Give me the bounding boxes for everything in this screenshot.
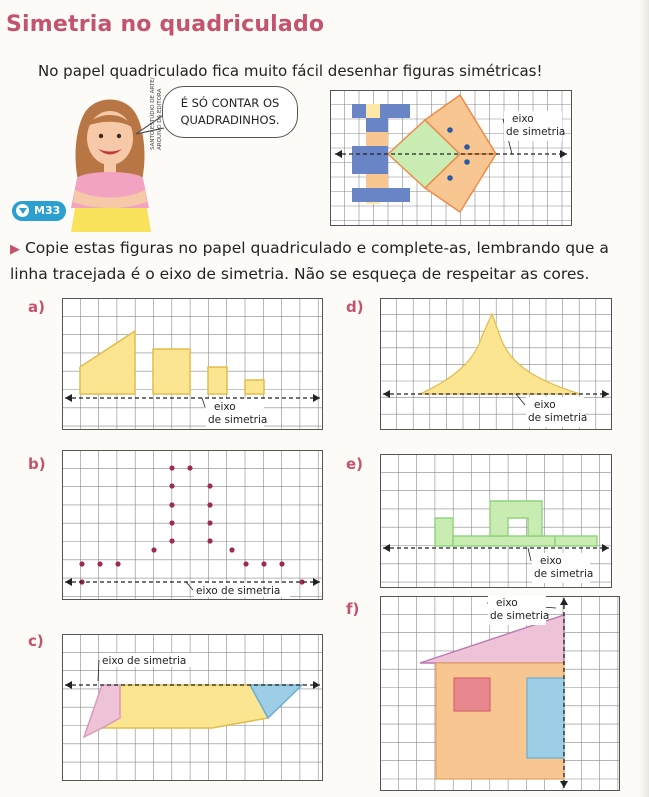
example-blue-top: [352, 104, 410, 118]
speech-bubble-text: É SÓ CONTAR OS QUADRADINHOS.: [180, 96, 280, 127]
intro-text: No papel quadriculado fica muito fácil desenhar figuras simétricas!: [38, 62, 543, 80]
exercise-b-label: b): [28, 455, 46, 473]
axis-label-a-word: eixo: [214, 401, 236, 413]
axis-label-f-rest: de simetria: [490, 610, 550, 622]
grid-exercise-e: [380, 454, 612, 588]
exercise-e-label: e): [346, 455, 364, 473]
example-orange-2: [366, 174, 388, 188]
axis-label-c: eixo de simetria: [102, 655, 187, 667]
grid-exercise-d: [380, 298, 612, 430]
example-grid: [330, 90, 572, 226]
example-blue-bottom: [352, 188, 410, 202]
dot-b: [169, 483, 174, 488]
grid-exercise-b: [62, 450, 323, 600]
dot-b: [279, 561, 284, 566]
m33-badge: [12, 201, 66, 221]
axis-label-d-word: eixo: [534, 399, 556, 411]
example-dot: [447, 175, 453, 181]
axis-label-e-rest: de simetria: [534, 568, 594, 580]
exercise-d-label: d): [346, 298, 364, 316]
dot-b: [169, 465, 174, 470]
dot-b: [207, 483, 212, 488]
example-axis-label-rest: de simetria: [506, 126, 566, 138]
axis-label-d-rest: de simetria: [528, 412, 588, 424]
instruction-text: [10, 236, 625, 286]
page-title: Simetria no quadriculado: [6, 12, 325, 37]
axis-label-f-word: eixo: [496, 597, 518, 609]
dot-b: [151, 547, 156, 552]
dot-b: [169, 502, 174, 507]
bullet-triangle-icon: ▶: [10, 242, 20, 257]
axis-label-b: eixo de simetria: [196, 585, 281, 597]
dot-b: [207, 538, 212, 543]
exercise-a-label: a): [28, 298, 45, 316]
dot-b: [79, 561, 84, 566]
shape-a-rect-3: [245, 380, 264, 394]
dot-b: [243, 561, 248, 566]
shape-a-rect-1: [153, 349, 190, 394]
grid-exercise-c: [62, 634, 323, 781]
shape-e-base: [453, 536, 555, 546]
speech-bubble: [162, 86, 298, 138]
dot-b: [207, 502, 212, 507]
axis-label-e-word: eixo: [540, 555, 562, 567]
example-orange-1: [366, 132, 388, 146]
example-dot: [464, 144, 470, 150]
example-blue-1: [366, 118, 388, 132]
grid-exercise-a: [62, 298, 323, 430]
shape-f-window: [454, 678, 490, 711]
example-blue-3: [352, 160, 388, 174]
badge-label: M33: [34, 204, 61, 217]
exercise-f-label: f): [346, 600, 360, 618]
dot-b: [97, 561, 102, 566]
shape-a-rect-2: [208, 367, 227, 394]
example-blue-2: [352, 146, 388, 160]
dot-b: [261, 561, 266, 566]
dot-b: [115, 561, 120, 566]
grid-lines: [62, 450, 323, 600]
dot-b: [169, 538, 174, 543]
chevron-down-icon: [16, 204, 29, 217]
page-edge-shadow: [639, 0, 649, 797]
dot-b: [229, 547, 234, 552]
grid-border: [63, 451, 323, 600]
dot-b: [207, 520, 212, 525]
shape-e-block-1: [435, 518, 453, 546]
illustration-credit: SANTO ESTÚDIO DE ARTE/ ARQUIVO DA EDITORA: [150, 77, 163, 150]
example-axis-label-word: eixo: [512, 113, 534, 125]
example-dot: [447, 127, 453, 133]
grid-exercise-f: [380, 596, 620, 791]
exercise-c-label: c): [28, 632, 44, 650]
dot-b: [169, 520, 174, 525]
example-dot: [464, 159, 470, 165]
dot-b: [187, 465, 192, 470]
shape-f-door: [527, 678, 564, 758]
axis-label-a-rest: de simetria: [208, 414, 268, 426]
shape-e-tail: [555, 536, 597, 546]
instruction-label: Copie estas figuras no papel quadriculado e complete-as, lembrando que a linha tracejada é o eixo de simetria. Não se esqueça de respeitar as cores.: [10, 239, 609, 283]
